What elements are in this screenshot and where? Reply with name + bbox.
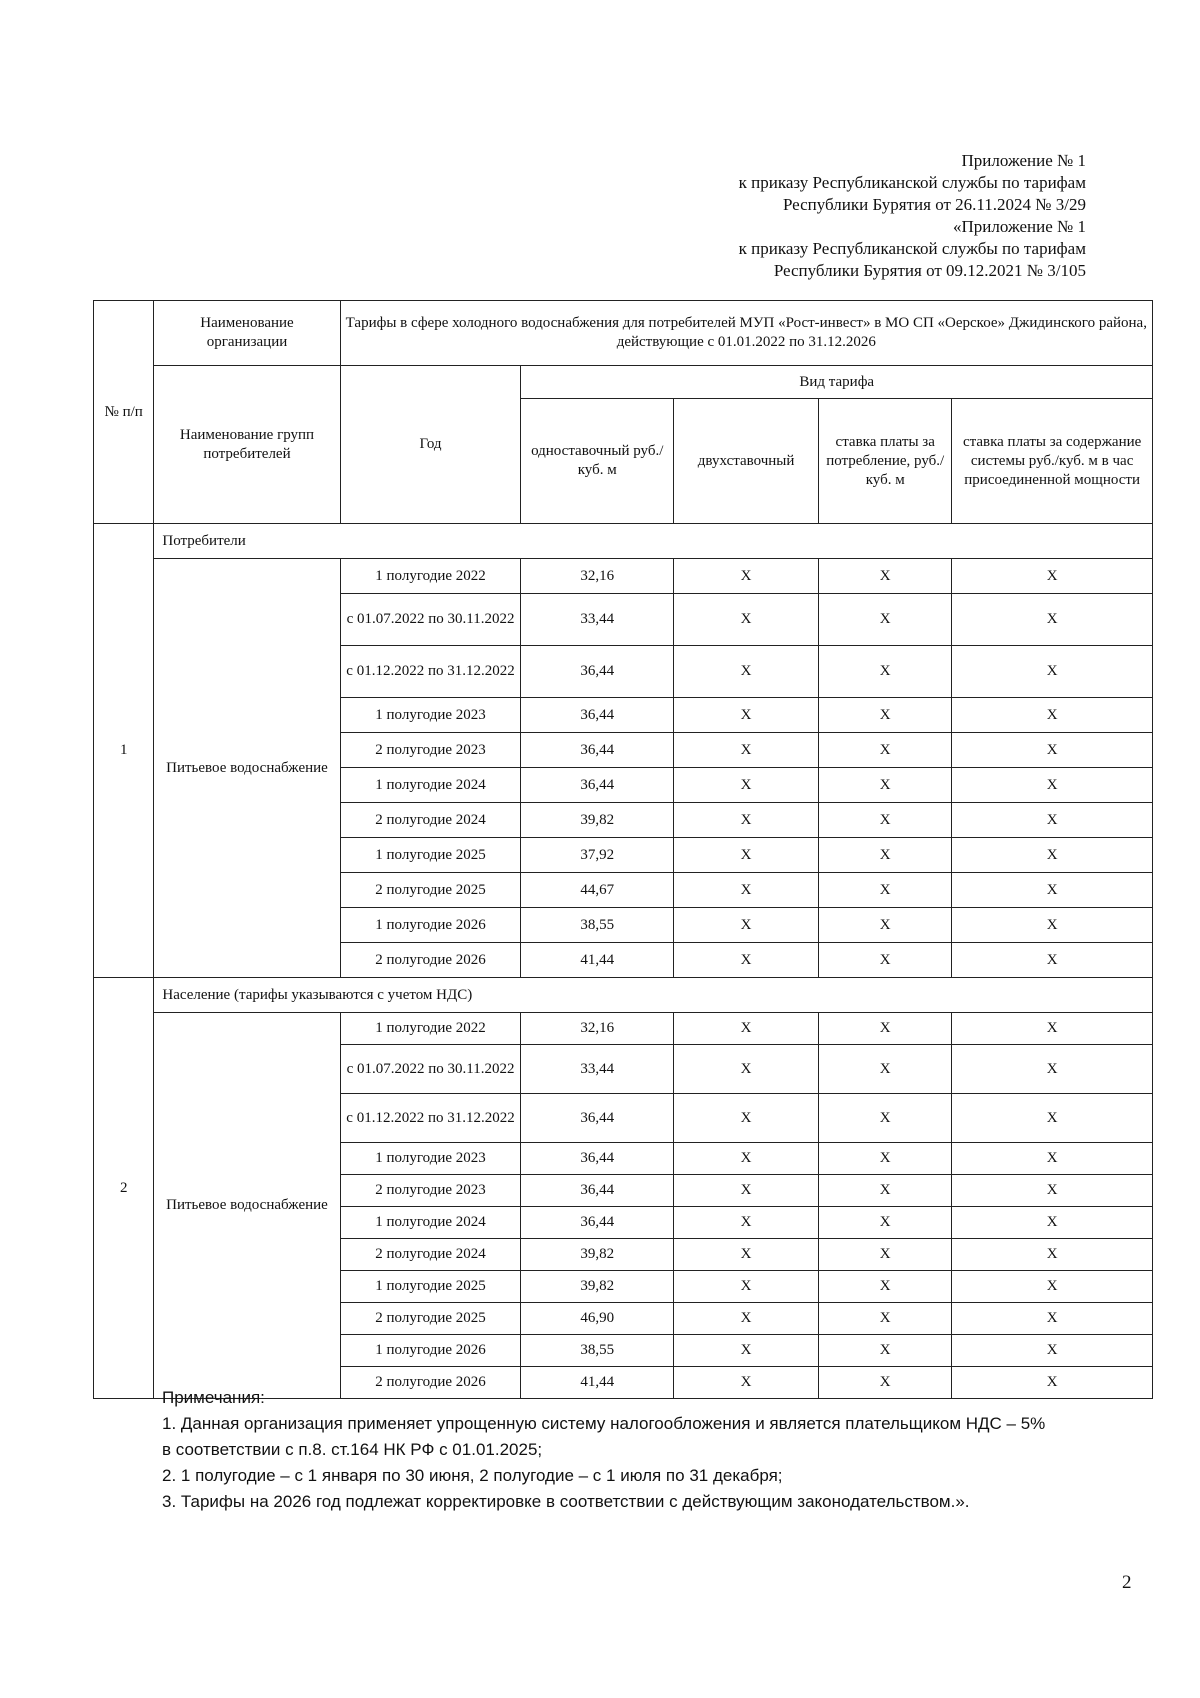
two-part-tariff-cell: X [674, 803, 819, 838]
document-header [739, 150, 1086, 282]
two-part-tariff-cell: X [674, 594, 819, 646]
section-label: Потребители [154, 524, 1153, 559]
header-organization: Наименование организации [154, 301, 340, 366]
one-part-tariff-cell: 32,16 [521, 1013, 674, 1045]
consumption-rate-cell: X [819, 1045, 952, 1094]
period-cell: 2 полугодие 2025 [340, 873, 521, 908]
capacity-rate-cell: X [952, 873, 1153, 908]
consumer-group: Питьевое водоснабжение [154, 1013, 340, 1399]
consumption-rate-cell: X [819, 1175, 952, 1207]
page-number: 2 [1122, 1572, 1132, 1593]
header-two-part: двухставочный [674, 399, 819, 524]
period-cell: 2 полугодие 2024 [340, 803, 521, 838]
two-part-tariff-cell: X [674, 1239, 819, 1271]
capacity-rate-cell: X [952, 1335, 1153, 1367]
header-consumer-groups: Наименование групп потребителей [154, 366, 340, 524]
period-cell: 1 полугодие 2025 [340, 1271, 521, 1303]
consumption-rate-cell: X [819, 698, 952, 733]
note-item: 2. 1 полугодие – с 1 января по 30 июня, 2 полугодие – с 1 июля по 31 декабря; [162, 1466, 783, 1485]
period-cell: 2 полугодие 2024 [340, 1239, 521, 1271]
header-line: Республики Бурятия от 26.11.2024 № 3/29 [782, 195, 1086, 214]
period-cell: 1 полугодие 2026 [340, 1335, 521, 1367]
one-part-tariff-cell: 36,44 [521, 1143, 674, 1175]
consumption-rate-cell: X [819, 1271, 952, 1303]
period-cell: 2 полугодие 2026 [340, 1367, 521, 1399]
period-cell: 1 полугодие 2025 [340, 838, 521, 873]
one-part-tariff-cell: 36,44 [521, 733, 674, 768]
capacity-rate-cell: X [952, 768, 1153, 803]
period-cell: с 01.12.2022 по 31.12.2022 [340, 646, 521, 698]
header-year: Год [340, 366, 521, 524]
one-part-tariff-cell: 33,44 [521, 1045, 674, 1094]
one-part-tariff-cell: 36,44 [521, 1207, 674, 1239]
consumption-rate-cell: X [819, 1367, 952, 1399]
capacity-rate-cell: X [952, 559, 1153, 594]
period-cell: 1 полугодие 2023 [340, 1143, 521, 1175]
capacity-rate-cell: X [952, 1175, 1153, 1207]
table-row [94, 559, 1153, 594]
tariff-table [93, 300, 1153, 1399]
header-consumption-rate: ставка платы за потребление, руб./ куб. м [819, 399, 952, 524]
one-part-tariff-cell: 32,16 [521, 559, 674, 594]
header-num: № п/п [94, 301, 154, 524]
consumption-rate-cell: X [819, 1303, 952, 1335]
capacity-rate-cell: X [952, 1143, 1153, 1175]
consumption-rate-cell: X [819, 1013, 952, 1045]
consumption-rate-cell: X [819, 803, 952, 838]
capacity-rate-cell: X [952, 908, 1153, 943]
header-tariff-kind: Вид тарифа [521, 366, 1153, 399]
two-part-tariff-cell: X [674, 908, 819, 943]
one-part-tariff-cell: 44,67 [521, 873, 674, 908]
one-part-tariff-cell: 37,92 [521, 838, 674, 873]
one-part-tariff-cell: 41,44 [521, 943, 674, 978]
capacity-rate-cell: X [952, 1094, 1153, 1143]
period-cell: с 01.07.2022 по 30.11.2022 [340, 594, 521, 646]
section-label: Население (тарифы указываются с учетом НДС) [154, 978, 1153, 1013]
period-cell: 2 полугодие 2023 [340, 1175, 521, 1207]
period-cell: 1 полугодие 2022 [340, 559, 521, 594]
notes-title: Примечания: [162, 1388, 265, 1407]
one-part-tariff-cell: 33,44 [521, 594, 674, 646]
one-part-tariff-cell: 41,44 [521, 1367, 674, 1399]
header-line: к приказу Республиканской службы по тарифам [738, 239, 1086, 258]
period-cell: 1 полугодие 2026 [340, 908, 521, 943]
consumption-rate-cell: X [819, 646, 952, 698]
table-row [94, 1013, 1153, 1045]
capacity-rate-cell: X [952, 1239, 1153, 1271]
two-part-tariff-cell: X [674, 1143, 819, 1175]
consumption-rate-cell: X [819, 768, 952, 803]
consumer-group: Питьевое водоснабжение [154, 559, 340, 978]
period-cell: 2 полугодие 2025 [340, 1303, 521, 1335]
capacity-rate-cell: X [952, 1271, 1153, 1303]
tariff-table-body [94, 301, 1153, 1399]
note-item: в соответствии с п.8. ст.164 НК РФ с 01.01.2025; [162, 1440, 543, 1459]
one-part-tariff-cell: 36,44 [521, 1094, 674, 1143]
period-cell: 1 полугодие 2023 [340, 698, 521, 733]
period-cell: 1 полугодие 2024 [340, 1207, 521, 1239]
one-part-tariff-cell: 38,55 [521, 1335, 674, 1367]
two-part-tariff-cell: X [674, 838, 819, 873]
period-cell: с 01.07.2022 по 30.11.2022 [340, 1045, 521, 1094]
header-line: к приказу Республиканской службы по тарифам [738, 173, 1086, 192]
consumption-rate-cell: X [819, 1335, 952, 1367]
header-one-part: одноставочный руб./ куб. м [521, 399, 674, 524]
two-part-tariff-cell: X [674, 1303, 819, 1335]
two-part-tariff-cell: X [674, 733, 819, 768]
notes [162, 1385, 1152, 1515]
capacity-rate-cell: X [952, 733, 1153, 768]
header-line: «Приложение № 1 [953, 217, 1086, 236]
one-part-tariff-cell: 46,90 [521, 1303, 674, 1335]
one-part-tariff-cell: 39,82 [521, 803, 674, 838]
consumption-rate-cell: X [819, 1207, 952, 1239]
two-part-tariff-cell: X [674, 943, 819, 978]
section-number: 1 [94, 524, 154, 978]
section-number: 2 [94, 978, 154, 1399]
two-part-tariff-cell: X [674, 646, 819, 698]
two-part-tariff-cell: X [674, 1335, 819, 1367]
period-cell: с 01.12.2022 по 31.12.2022 [340, 1094, 521, 1143]
header-capacity-rate: ставка платы за содержание системы руб./куб. м в час присоединенной мощности [952, 399, 1153, 524]
one-part-tariff-cell: 39,82 [521, 1271, 674, 1303]
capacity-rate-cell: X [952, 594, 1153, 646]
one-part-tariff-cell: 36,44 [521, 1175, 674, 1207]
one-part-tariff-cell: 36,44 [521, 646, 674, 698]
two-part-tariff-cell: X [674, 1175, 819, 1207]
capacity-rate-cell: X [952, 698, 1153, 733]
note-item: 3. Тарифы на 2026 год подлежат корректировке в соответствии с действующим законодательством.». [162, 1492, 970, 1511]
two-part-tariff-cell: X [674, 1367, 819, 1399]
two-part-tariff-cell: X [674, 559, 819, 594]
consumption-rate-cell: X [819, 1094, 952, 1143]
consumption-rate-cell: X [819, 559, 952, 594]
consumption-rate-cell: X [819, 733, 952, 768]
period-cell: 2 полугодие 2026 [340, 943, 521, 978]
one-part-tariff-cell: 38,55 [521, 908, 674, 943]
note-item: 1. Данная организация применяет упрощенную систему налогообложения и является плательщиком НДС – 5% [162, 1414, 1046, 1433]
capacity-rate-cell: X [952, 1207, 1153, 1239]
consumption-rate-cell: X [819, 1143, 952, 1175]
one-part-tariff-cell: 39,82 [521, 1239, 674, 1271]
capacity-rate-cell: X [952, 803, 1153, 838]
period-cell: 1 полугодие 2024 [340, 768, 521, 803]
consumption-rate-cell: X [819, 1239, 952, 1271]
two-part-tariff-cell: X [674, 1271, 819, 1303]
capacity-rate-cell: X [952, 943, 1153, 978]
period-cell: 2 полугодие 2023 [340, 733, 521, 768]
two-part-tariff-cell: X [674, 1045, 819, 1094]
table-title: Тарифы в сфере холодного водоснабжения для потребителей МУП «Рост-инвест» в МО СП «Оерское» Джидинского района, действующие с 01.01.2022 по 31.12.2026 [340, 301, 1152, 366]
consumption-rate-cell: X [819, 908, 952, 943]
two-part-tariff-cell: X [674, 698, 819, 733]
two-part-tariff-cell: X [674, 1094, 819, 1143]
capacity-rate-cell: X [952, 838, 1153, 873]
capacity-rate-cell: X [952, 1045, 1153, 1094]
header-line: Приложение № 1 [961, 151, 1086, 170]
capacity-rate-cell: X [952, 1367, 1153, 1399]
two-part-tariff-cell: X [674, 1013, 819, 1045]
consumption-rate-cell: X [819, 873, 952, 908]
period-cell: 1 полугодие 2022 [340, 1013, 521, 1045]
consumption-rate-cell: X [819, 838, 952, 873]
consumption-rate-cell: X [819, 943, 952, 978]
header-line: Республики Бурятия от 09.12.2021 № 3/105 [773, 261, 1086, 280]
capacity-rate-cell: X [952, 1013, 1153, 1045]
two-part-tariff-cell: X [674, 1207, 819, 1239]
capacity-rate-cell: X [952, 1303, 1153, 1335]
capacity-rate-cell: X [952, 646, 1153, 698]
one-part-tariff-cell: 36,44 [521, 698, 674, 733]
two-part-tariff-cell: X [674, 873, 819, 908]
consumption-rate-cell: X [819, 594, 952, 646]
two-part-tariff-cell: X [674, 768, 819, 803]
one-part-tariff-cell: 36,44 [521, 768, 674, 803]
